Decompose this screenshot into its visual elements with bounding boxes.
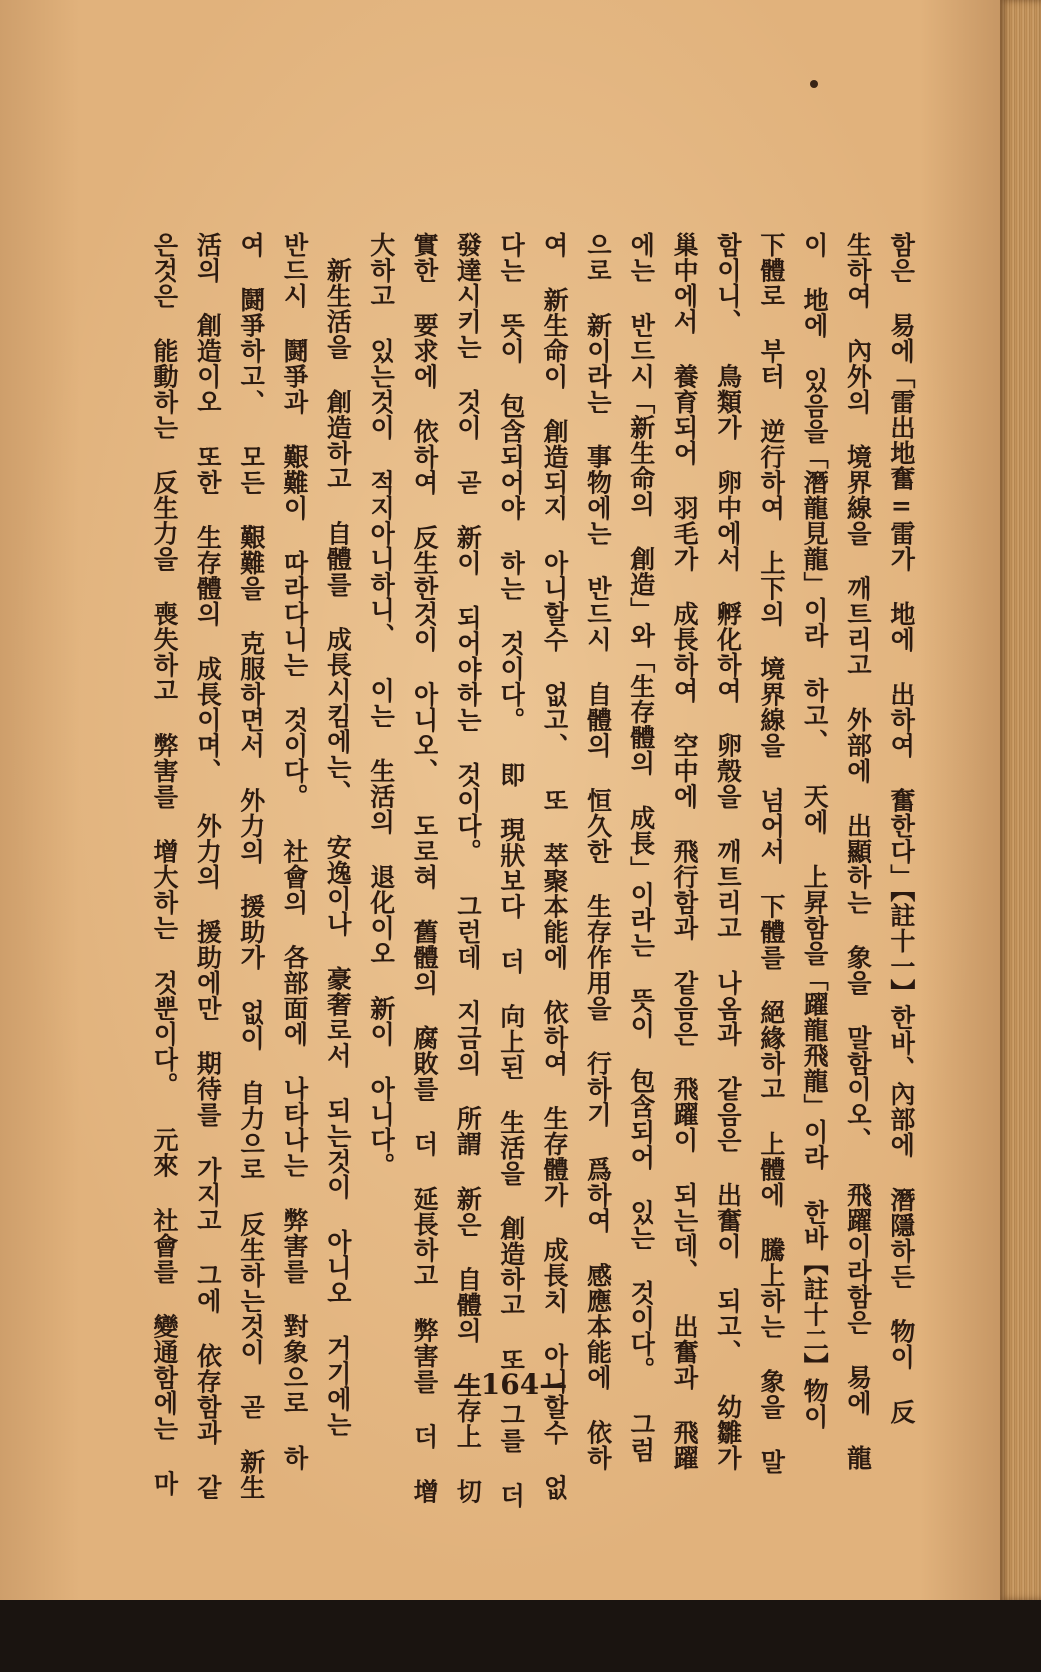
text-column: 巢中에서 養育되어 羽毛가 成長하여 空中에 飛行함과 같음은 飛躍이 되는데、 出奮과 飛躍 <box>670 232 700 1471</box>
text-column: 發達시키는 것이 곧 新이 되어야하는 것이다。 그런데 지금의 所謂 新은 自體의 生存上 切 <box>453 232 483 1504</box>
text-column: 大하고 있는것이 적지아니하니、 이는 生活의 退化이오 新이 아니다。 <box>366 232 396 1178</box>
text-column: 에는 반드시「新生命의 創造」와「生存體의 成長」이라는 뜻이 包含되어 있는 것이다。 그럼 <box>626 232 656 1463</box>
text-column: 生하여 內外의 境界線을 깨트리고 外部에 出顯하는 象을 말함이오、 飛躍이라함은 易에 龍 <box>843 232 873 1471</box>
page-number: —164— <box>452 1368 568 1401</box>
text-column: 여 新生命이 創造되지 아니할수 없고、 또 萃聚本能에 依하여 生存體가 成長치 아니할수 없 <box>540 232 570 1500</box>
text-column: 新生活을 創造하고 自體를 成長시킴에는、 安逸이나 豪奢로서 되는것이 아니오 거기에는 <box>323 232 353 1437</box>
vertical-text-block <box>148 232 918 1672</box>
text-column: 으로 新이라는 事物에는 반드시 自體의 恒久한 生存作用을 行하기 爲하여 感應本能에 依하 <box>583 232 613 1471</box>
text-column: 반드시 鬪爭과 艱難이 따라다니는 것이다。 社會의 各部面에 나타나는 弊害를 對象으로 하 <box>280 232 310 1471</box>
page-edges <box>1000 0 1041 1600</box>
text-column: 活의 創造이오 또한 生存體의 成長이며、 外力의 援助에만 期待를 가지고 그에 依存함과 같 <box>193 232 223 1500</box>
text-column: 은것은 能動하는 反生力을 喪失하고 弊害를 增大하는 것뿐이다。 元來 社會를 變通함에는 마 <box>150 232 179 1496</box>
text-column: 下體로 부터 逆行하여 上下의 境界線을 넘어서 下體를 絕緣하고 上體에 騰上하는 象을 말 <box>756 232 786 1475</box>
ink-dot <box>810 80 818 88</box>
text-column: 다는 뜻이 包含되어야 하는 것이다。 即 現狀보다 더 向上된 生活을 創造하고 또 그를 더 <box>496 232 526 1508</box>
text-column: 여 鬪爭하고、 모든 艱難을 克服하면서 外力의 援助가 없이 自力으로 反生하는것이 곧 新生 <box>236 232 266 1500</box>
text-column: 이 地에 있음을「潛龍見龍」이라 하고、 天에 上昇함을「躍龍飛龍」이라 한바【註十二】物이 <box>800 232 830 1429</box>
text-column: 實한 要求에 依하여 反生한것이 아니오、 도로혀 舊體의 腐敗를 더 延長하고 弊害를 더 增 <box>410 232 440 1504</box>
text-column: 함은 易에「雷出地奮=雷가 地에 出하여 奮한다」【註十一】한바、內部에 潛隱하든 物이 反 <box>886 232 916 1425</box>
text-column: 함이니、 鳥類가 卵中에서 孵化하여 卵殼을 깨트리고 나옴과 같음은 出奮이 되고、 幼雛가 <box>713 232 743 1471</box>
